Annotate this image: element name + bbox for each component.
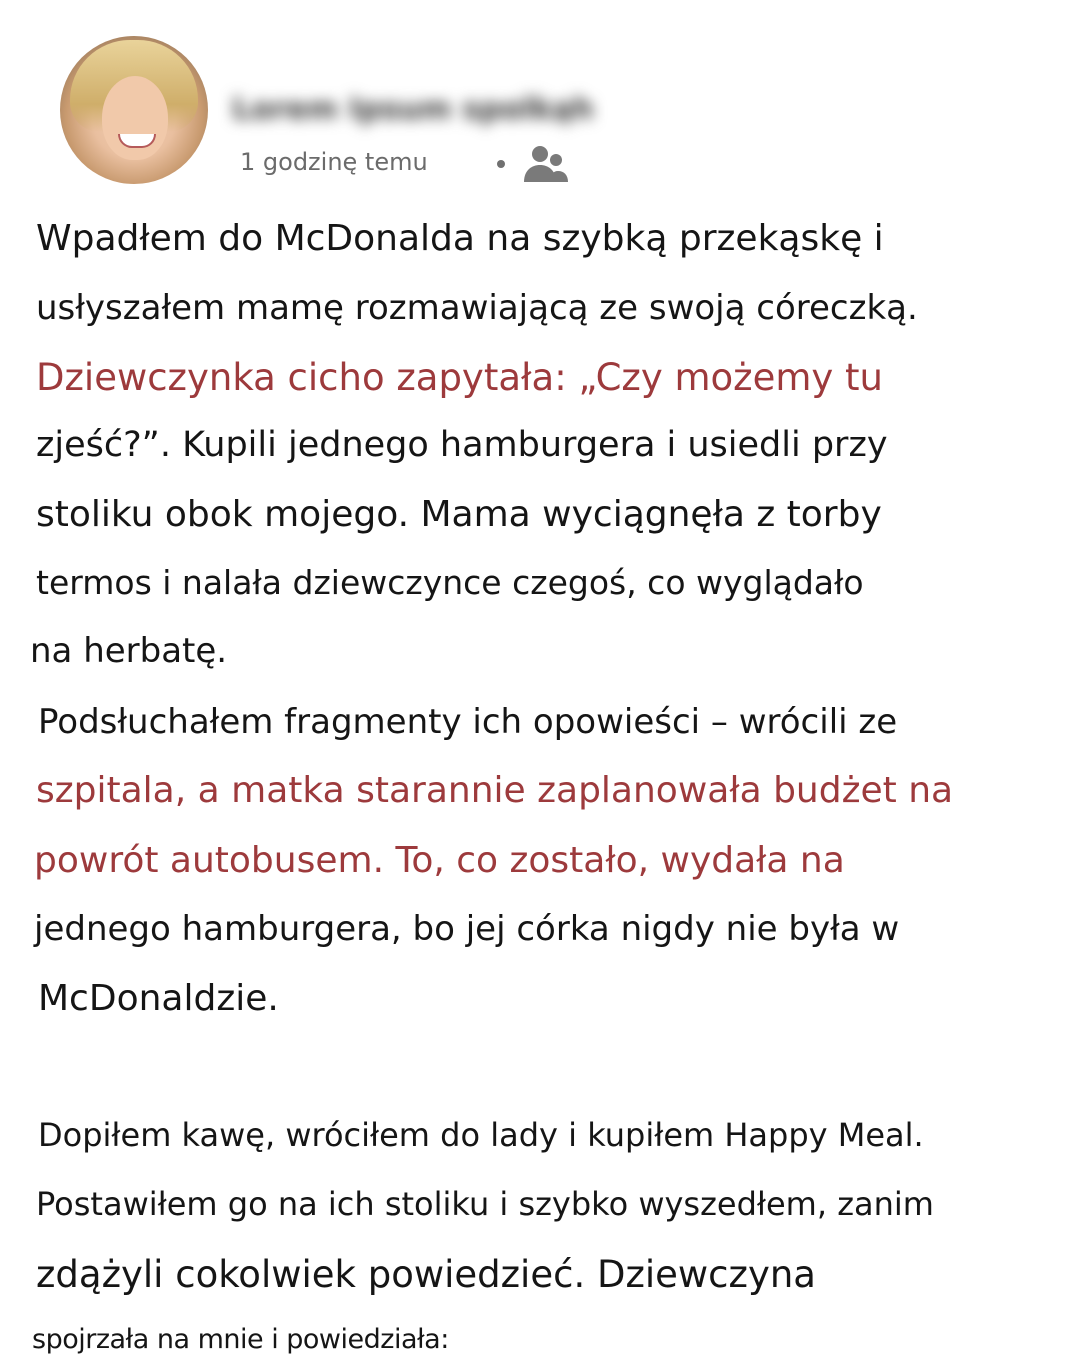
post-text-line: McDonaldzie. (38, 978, 279, 1019)
post-text-line: stoliku obok mojego. Mama wyciągnęła z torby (36, 494, 882, 535)
post-text-line: Wpadłem do McDonalda na szybką przekąskę i (36, 218, 884, 259)
post-text-line: na herbatę. (30, 631, 228, 671)
post-text-line: zdążyli cokolwiek powiedzieć. Dziewczyna (36, 1253, 816, 1296)
post-text-line: Dopiłem kawę, wróciłem do lady i kupiłem Happy Meal. (38, 1116, 924, 1154)
friends-icon[interactable] (520, 144, 570, 184)
separator-dot (497, 160, 505, 168)
post-text-line: Postawiłem go na ich stoliku i szybko wyszedłem, zanim (36, 1185, 934, 1223)
post-text-line: zjeść?”. Kupili jednego hamburgera i usiedli przy (36, 425, 888, 465)
post-text-line-highlight: Dziewczynka cicho zapytała: „Czy możemy tu (36, 356, 884, 399)
post-timestamp[interactable]: 1 godzinę temu (240, 148, 428, 176)
post-text-line-highlight: szpitala, a matka starannie zaplanowała budżet na (36, 770, 954, 811)
avatar[interactable] (60, 36, 208, 184)
post-text-line: usłyszałem mamę rozmawiającą ze swoją córeczką. (36, 288, 918, 328)
post-text-line: jednego hamburgera, bo jej córka nigdy nie była w (34, 909, 900, 949)
post-text-line-highlight: powrót autobusem. To, co zostało, wydała na (34, 840, 845, 881)
text-fade (520, 1318, 880, 1352)
author-name[interactable]: Lorem Ipsum spolkąh (232, 92, 594, 127)
post-text-line: Podsłuchałem fragmenty ich opowieści – wrócili ze (38, 702, 898, 742)
post-text-line-cutoff: spojrzała na mnie i powiedziała: (32, 1324, 449, 1355)
post-text-line: termos i nalała dziewczynce czegoś, co wyglądało (36, 563, 864, 602)
